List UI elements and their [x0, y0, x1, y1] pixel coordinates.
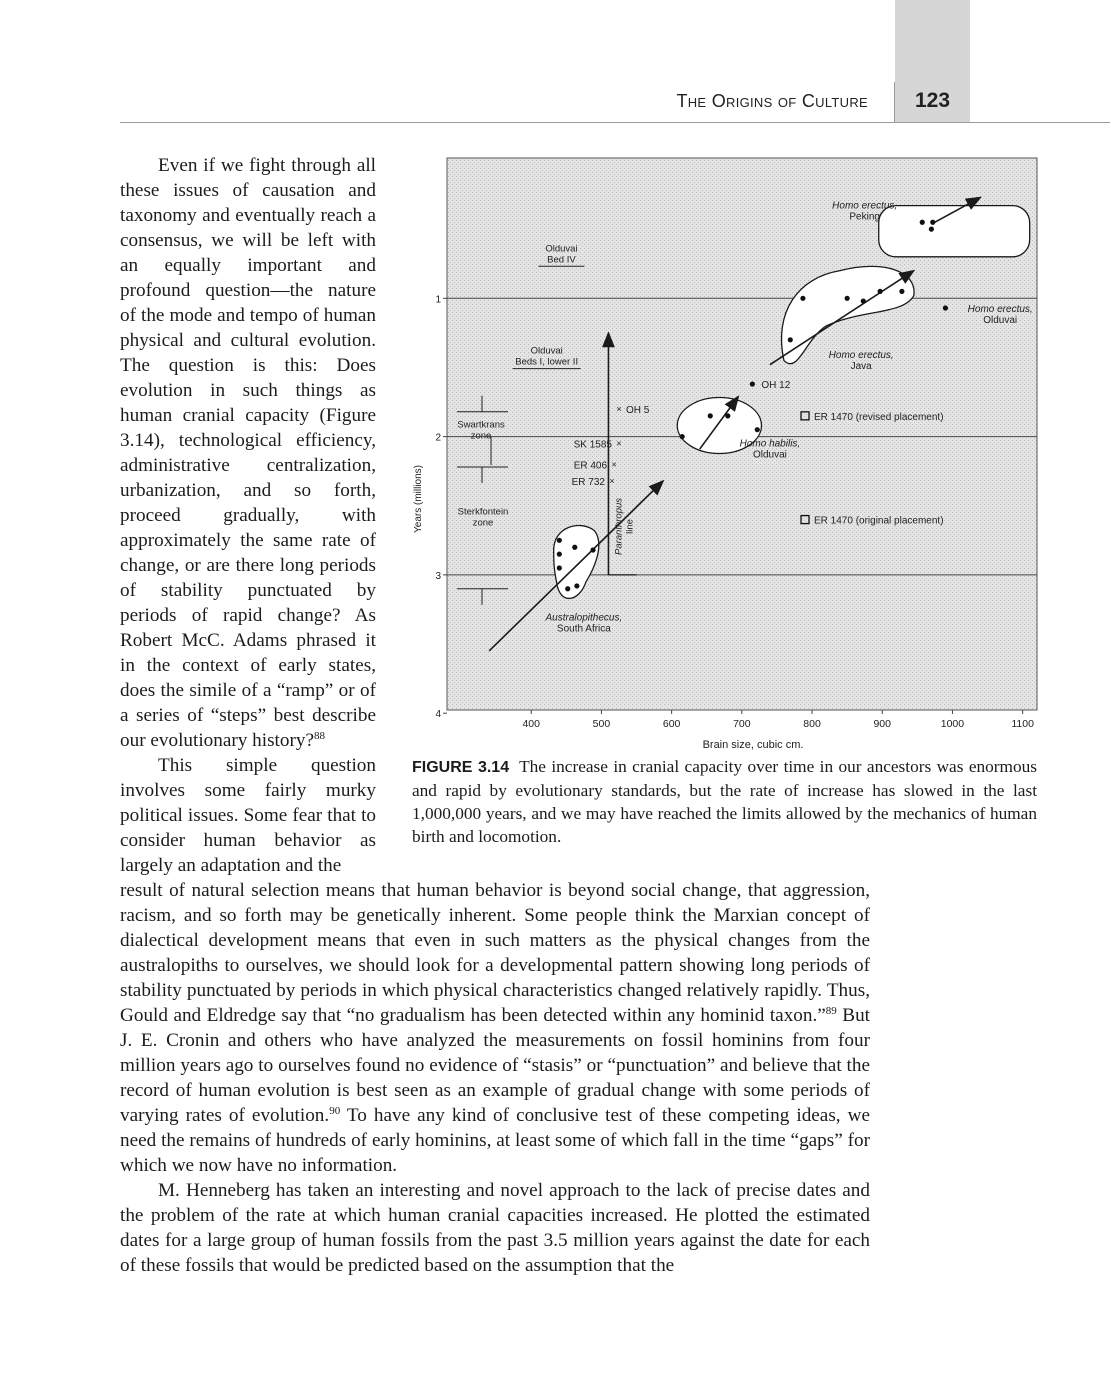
point-label: ER 732 [571, 476, 605, 488]
y-axis-label: Years (millions) [413, 465, 424, 533]
x-tick-label: 900 [873, 718, 892, 730]
x-tick-label: 1000 [940, 718, 965, 730]
point-label: ER 406 [573, 460, 608, 472]
point-label: SK 1585 [573, 439, 612, 451]
data-point: × [616, 438, 622, 449]
data-point [920, 220, 925, 225]
data-point: × [616, 403, 622, 414]
data-point [755, 427, 760, 432]
y-axis-ticks [435, 294, 447, 720]
left-column-text [120, 153, 376, 878]
x-tick-label: 400 [522, 718, 541, 730]
data-point [929, 227, 934, 232]
data-point [557, 552, 562, 557]
annotation: Sterkfontein zone [457, 506, 509, 529]
y-tick-label: 3 [435, 570, 441, 582]
data-point [750, 381, 755, 386]
data-point [708, 413, 713, 418]
paragraph: result of natural selection means that human behavior is beyond social change, that aggression, racism, and so forth may be genetically inherent. Some people think the Marxian concept of dialectical development means that even in such matters as the physical changes from the australopiths to ourselves, we should look for a developmental pattern showing long periods of stability punctuated by periods in which physical characteristics changed relatively rapidly. Thus, Gould and Eldredge say that “no gradualism has been detected within any hominid taxon.”$^{89}$ But J. E. Cronin and others who have analyzed the measurements on fossil hominins from four million years ago to ourselves found no evidence of “stasis” or “punctuation” and believe that the record of human evolution is best seen as an example of gradual change with some periods of varying rates of evolution.$^{90}$ To have any kind of conclusive test of these competing ideas, we need the remains of hundreds of early hominins, at least some of which fall in the time “gaps” for which we now have no information. [120, 880, 870, 1176]
annotation: Olduvai Bed IV [545, 243, 578, 266]
data-point [680, 434, 685, 439]
y-tick-label: 1 [435, 294, 441, 306]
footnote-marker[interactable]: 88 [313, 730, 325, 742]
x-axis-ticks [522, 710, 1034, 730]
group-label: Australopithecus, South Africa [545, 612, 623, 635]
paranthropus-line-label: Paranthropusline [613, 497, 636, 556]
data-point [899, 289, 904, 294]
paragraph: Even if we fight through all these issues of causation and taxonomy and eventually reach a consensus, we will be left with an equally important and profound question—the nature of the mode and tempo of human physical and cultural evolution. The question is this: Does evolution in such things as human cranial capacity (Figure 3.14), technological efficiency, administrative centralization, urbanization, and so forth, proceed gradually, with approximately the same rate of change, or are there long periods of stability punctuated by periods of rapid change? As Robert McC. Adams phrased it in the context of early states, does the simile of a “ramp” or of a series of “steps” best describe our evolutionary history?$^{88}$ [120, 155, 376, 751]
peking-group-outline [879, 206, 1030, 257]
figure-caption [412, 755, 1037, 848]
data-point [590, 547, 595, 552]
point-label: Homo erectus, Olduvai [967, 304, 1033, 327]
x-axis-label: Brain size, cubic cm. [702, 739, 804, 751]
point-label: OH 12 [761, 380, 791, 392]
y-tick-label: 2 [435, 432, 441, 444]
data-point [845, 296, 850, 301]
group-label: Homo habilis, Olduvai [739, 438, 801, 461]
group-label: Homo erectus, Java [828, 349, 894, 372]
point-label: ER 1470 (revised placement) [814, 411, 944, 423]
annotation: Swartkrans zone [457, 419, 505, 442]
x-tick-label: 700 [733, 718, 751, 730]
data-point [557, 538, 562, 543]
footnote-marker[interactable]: 90 [329, 1105, 341, 1117]
data-point [800, 296, 805, 301]
caption-text: The increase in cranial capacity over time in our ancestors was enormous and rapid by evolutionary standards, but the rate of increase has slowed in the last 1,000,000 years, and we may have reached the limits allowed by the mechanics of human birth and locomotion. [412, 757, 1037, 846]
data-point [565, 586, 570, 591]
x-tick-label: 500 [592, 718, 611, 730]
data-point [574, 583, 579, 588]
point-label: OH 5 [625, 404, 650, 416]
x-tick-label: 800 [803, 718, 821, 730]
y-tick-label: 4 [435, 709, 441, 721]
data-point [572, 545, 577, 550]
annotation: Olduvai Beds I, lower II [515, 345, 579, 368]
data-point [943, 305, 948, 310]
running-head: The Origins of Culture [676, 91, 868, 111]
x-tick-label: 1100 [1011, 718, 1034, 730]
x-tick-label: 600 [662, 718, 681, 730]
data-point: × [609, 475, 615, 486]
data-point [930, 220, 935, 225]
paragraph: M. Henneberg has taken an interesting and novel approach to the lack of precise dates and the problem of the rate at which human cranial capacities increased. He plotted the estimated dates for a large group of human fossils from the past 3.5 million years against the date for each of these fossils that would be predicted based on the assumption that the [120, 1180, 870, 1276]
figure-label: FIGURE 3.14 [412, 759, 510, 776]
footnote-marker[interactable]: 89 [825, 1005, 837, 1017]
data-point [878, 289, 883, 294]
main-body-text [120, 878, 870, 1278]
group-label: Homo erectus, Peking [832, 200, 898, 223]
data-point: × [611, 459, 617, 470]
point-label: ER 1470 (original placement) [814, 515, 944, 527]
data-point [788, 337, 793, 342]
figure-chart [400, 152, 1050, 757]
page-number: 123 [914, 89, 951, 112]
paragraph: This simple question involves some fairly murky political issues. Some fear that to consider human behavior as largely an adaptation and the [120, 755, 376, 876]
header-rule [120, 122, 1110, 123]
data-point [861, 298, 866, 303]
data-point [557, 565, 562, 570]
data-point [725, 413, 730, 418]
